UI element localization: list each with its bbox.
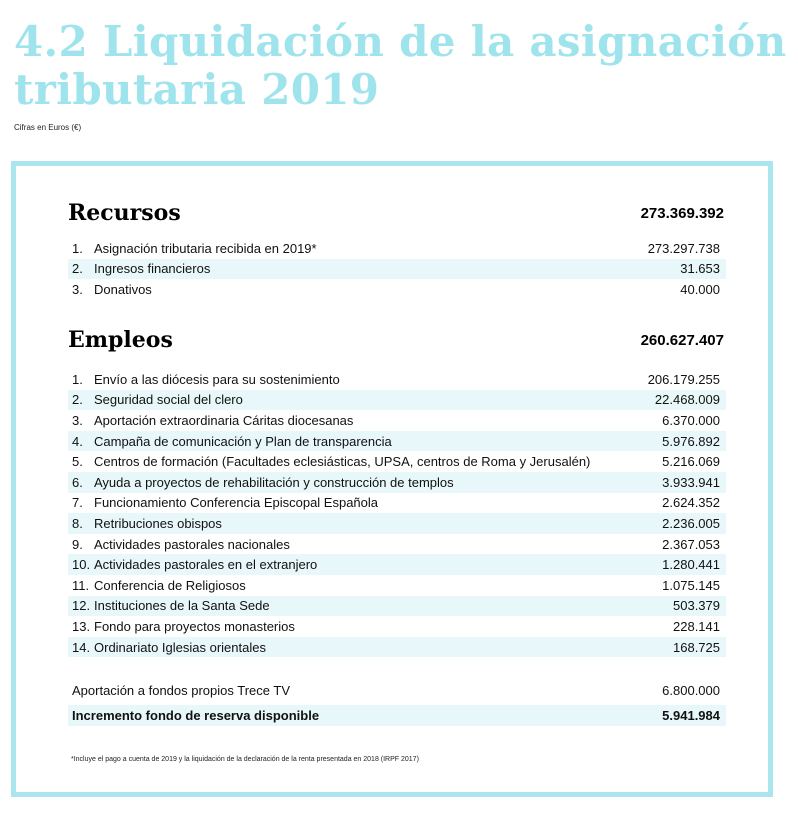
row-value: 206.179.255 [647, 371, 720, 387]
row-value: 40.000 [680, 281, 720, 297]
empleos-list [68, 369, 726, 657]
table-row [68, 513, 726, 534]
row-number: 11. [72, 577, 90, 593]
incremento-label: Incremento fondo de reserva disponible [72, 708, 320, 723]
footnote: *Incluye el pago a cuenta de 2019 y la liquidación de la declaración de la renta presentada en 2018 (IRPF 2017) [71, 756, 419, 763]
empleos-title: Empleos [68, 327, 173, 353]
row-number: 3. [72, 281, 83, 297]
row-number: 10. [72, 557, 91, 573]
row-label: Instituciones de la Santa Sede [94, 598, 270, 614]
row-label: Seguridad social del clero [94, 392, 243, 408]
row-label: Ordinariato Iglesias orientales [94, 639, 266, 655]
table-row [68, 238, 726, 259]
row-label: Centros de formación (Facultades eclesiásticas, UPSA, centros de Roma y Jerusalén) [94, 454, 591, 470]
row-label-group [72, 578, 246, 593]
row-label: Donativos [94, 281, 152, 297]
aportacion-row [68, 680, 726, 701]
row-number: 9. [72, 536, 83, 552]
row-number: 14. [72, 639, 91, 655]
row-label: Conferencia de Religiosos [94, 577, 246, 593]
row-number: 1. [72, 240, 83, 256]
row-number: 2. [72, 392, 83, 408]
row-label-group [72, 372, 340, 387]
row-value: 273.297.738 [647, 240, 720, 256]
row-label: Retribuciones obispos [94, 515, 222, 531]
recursos-list [68, 238, 726, 300]
row-value: 3.933.941 [662, 474, 720, 490]
row-number: 12. [72, 598, 91, 614]
row-label: Ingresos financieros [94, 261, 211, 277]
row-number: 4. [72, 433, 83, 449]
row-value: 6.370.000 [662, 412, 720, 428]
table-row [68, 575, 726, 596]
row-value: 1.280.441 [662, 557, 720, 573]
row-label-group [72, 261, 210, 276]
row-label: Funcionamiento Conferencia Episcopal Española [94, 495, 379, 511]
row-label-group [72, 392, 243, 407]
row-label: Asignación tributaria recibida en 2019* [94, 240, 317, 256]
empleos-total: 260.627.407 [640, 331, 724, 349]
aportacion-label: Aportación a fondos propios Trece TV [72, 683, 290, 698]
row-value: 2.367.053 [662, 536, 720, 552]
table-row [68, 534, 726, 555]
row-label-group [72, 619, 295, 634]
title-line-2: tributaria 2019 [14, 65, 380, 114]
recursos-total: 273.369.392 [640, 204, 724, 222]
row-label: Envío a las diócesis para su sostenimiento [94, 371, 340, 387]
table-row [68, 390, 726, 411]
table-row [68, 451, 726, 472]
row-number: 6. [72, 474, 83, 490]
row-label: Campaña de comunicación y Plan de transparencia [94, 433, 392, 449]
row-label: Aportación extraordinaria Cáritas diocesanas [94, 412, 354, 428]
row-number: 13. [72, 618, 91, 634]
row-number: 7. [72, 495, 83, 511]
row-value: 31.653 [680, 261, 720, 277]
row-label-group [72, 241, 317, 256]
row-label-group [72, 454, 590, 469]
table-row [68, 596, 726, 617]
table-row [68, 493, 726, 514]
row-label-group [72, 475, 454, 490]
aportacion-value: 6.800.000 [662, 683, 720, 698]
table-row [68, 616, 726, 637]
table-row [68, 259, 726, 280]
row-label-group [72, 557, 317, 572]
row-label: Fondo para proyectos monasterios [94, 618, 295, 634]
row-value: 5.976.892 [662, 433, 720, 449]
incremento-row [68, 705, 726, 726]
table-row [68, 279, 726, 300]
table-row [68, 369, 726, 390]
table-row [68, 554, 726, 575]
row-value: 22.468.009 [654, 392, 720, 408]
row-label-group [72, 282, 152, 297]
row-label: Ayuda a proyectos de rehabilitación y construcción de templos [94, 474, 454, 490]
row-label-group [72, 640, 266, 655]
row-value: 503.379 [673, 598, 720, 614]
row-label-group [72, 434, 392, 449]
currency-note: Cifras en Euros (€) [14, 123, 82, 132]
empleos-header [68, 325, 724, 355]
row-value: 2.624.352 [662, 495, 720, 511]
table-row [68, 472, 726, 493]
row-label-group [72, 598, 270, 613]
liquidation-panel [11, 161, 773, 797]
row-value: 2.236.005 [662, 515, 720, 531]
row-number: 1. [72, 371, 83, 387]
table-row [68, 431, 726, 452]
row-label-group [72, 413, 353, 428]
recursos-title: Recursos [68, 200, 181, 226]
page-title [14, 18, 786, 114]
row-label-group [72, 495, 378, 510]
row-number: 3. [72, 412, 83, 428]
recursos-header [68, 198, 724, 228]
row-number: 5. [72, 454, 83, 470]
row-label-group [72, 516, 222, 531]
row-value: 228.141 [673, 618, 720, 634]
row-number: 8. [72, 515, 83, 531]
row-value: 5.216.069 [662, 454, 720, 470]
row-label: Actividades pastorales nacionales [94, 536, 290, 552]
row-value: 1.075.145 [662, 577, 720, 593]
row-label: Actividades pastorales en el extranjero [94, 557, 318, 573]
row-number: 2. [72, 261, 83, 277]
table-row [68, 637, 726, 658]
title-line-1: 4.2 Liquidación de la asignación [14, 17, 787, 66]
row-value: 168.725 [673, 639, 720, 655]
table-row [68, 410, 726, 431]
row-label-group [72, 537, 290, 552]
incremento-value: 5.941.984 [662, 708, 720, 723]
